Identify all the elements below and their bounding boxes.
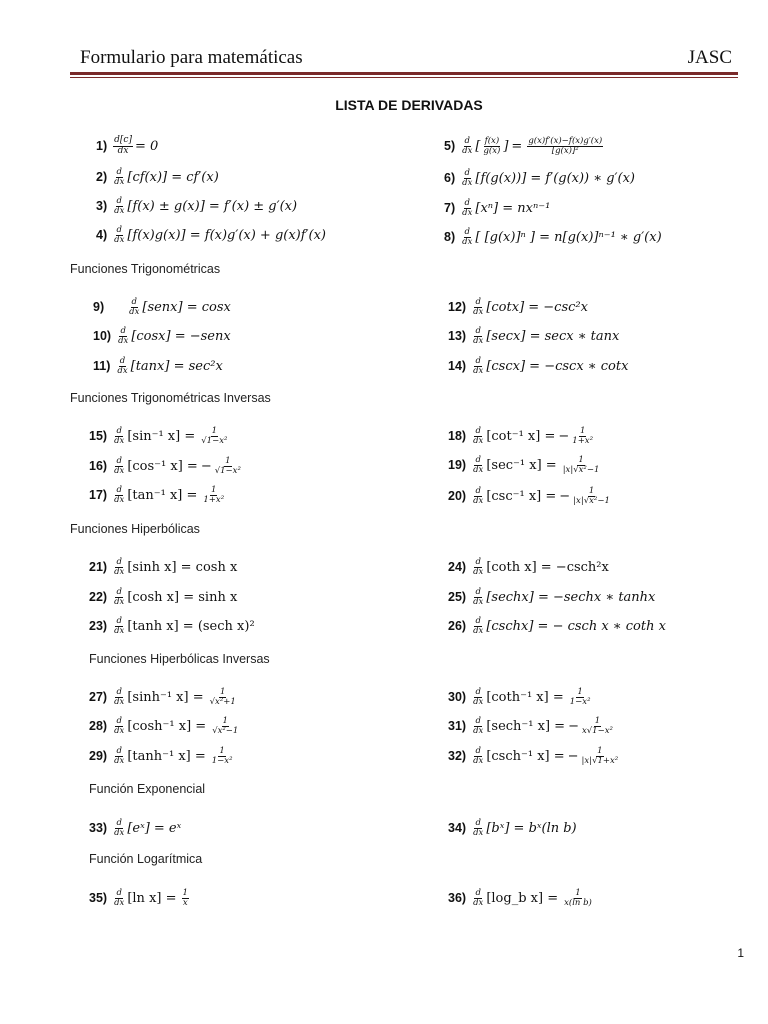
fraction: 1 √x²−1: [212, 715, 239, 736]
derivative-operator: d dx: [114, 615, 125, 636]
derivative-operator: d dx: [462, 167, 473, 188]
formula-number: 31): [448, 719, 467, 733]
formula-12: [448, 294, 588, 320]
formula-18: 18) d dx [cot⁻¹ x] = − $\frac{1}{\text{1+x²}}$: [448, 425, 594, 446]
formula-number: 32): [448, 749, 467, 763]
formula-number: 34): [448, 821, 467, 835]
formula-number: 16): [89, 459, 108, 473]
formula-text: [bˣ] = bˣ(ln b): [486, 820, 577, 836]
formula-2: [96, 164, 219, 190]
derivative-operator: d dx: [114, 425, 125, 446]
formula-text: [cosh⁻¹ x] =: [127, 718, 207, 734]
formula-text: [cf(x)] = cf′(x): [127, 169, 219, 185]
derivative-operator: d dx: [114, 556, 125, 577]
formula-text: [csch⁻¹ x] =: [486, 748, 565, 764]
formula-text: [f(x)g(x)] = f(x)g′(x) + g(x)f′(x): [127, 227, 326, 243]
formula-19: [448, 452, 602, 478]
formula-8: [444, 224, 662, 250]
derivative-operator: d dx: [473, 715, 484, 736]
derivative-operator: d dx: [473, 485, 484, 506]
derivative-operator: d dx: [473, 745, 484, 766]
page-number: 1: [737, 946, 744, 960]
formula-13: [448, 323, 619, 349]
fraction: $\frac{g(x)f'(x)-f(x)g'(x)}{\text{[g(x)]²}}$: [528, 135, 603, 156]
formula-text: [f(x) ± g(x)] = f′(x) ± g′(x): [127, 198, 298, 214]
formula-21: [89, 554, 237, 580]
derivative-operator: d dx: [114, 455, 125, 476]
header-rule-thick: [70, 72, 738, 75]
formula-number: 24): [448, 560, 467, 574]
formula-number: 27): [89, 690, 108, 704]
formula-text: [cschx] = − csch x ∗ coth x: [486, 618, 666, 634]
formula-number: 13): [448, 329, 467, 343]
formula-10: [93, 323, 231, 349]
formula-17: [89, 482, 227, 508]
formula-text: [log_b x] =: [486, 890, 559, 906]
formula-4: [96, 222, 326, 248]
derivative-operator: d dx: [473, 425, 484, 446]
formula-number: 19): [448, 458, 467, 472]
formula-9: [93, 294, 231, 320]
formula-number: 8): [444, 230, 456, 244]
formula-number: 14): [448, 359, 467, 373]
fraction: $\frac{1}{\text{|x|√1+x²}}$: [581, 745, 619, 766]
formula-23: [89, 613, 255, 639]
section-heading-hyperbolic: Funciones Hiperbólicas: [70, 522, 200, 536]
formula-text: [sinh⁻¹ x] =: [127, 689, 204, 705]
formula-number: 36): [448, 891, 467, 905]
formula-text: [sec⁻¹ x] =: [486, 457, 557, 473]
formula-15: [89, 423, 230, 449]
derivative-operator: d dx: [117, 355, 128, 376]
formula-text: [sin⁻¹ x] =: [127, 428, 196, 444]
derivative-operator: d dx: [114, 745, 125, 766]
derivative-operator: d dx: [114, 715, 125, 736]
derivative-operator: d dx: [114, 484, 125, 505]
formula-26: [448, 613, 666, 639]
formula-number: 35): [89, 891, 108, 905]
formula-text: [tan⁻¹ x] =: [127, 487, 198, 503]
header-author: JASC: [687, 47, 732, 68]
formula-text: = 0: [134, 138, 159, 154]
formula-number: 9): [93, 300, 105, 314]
formula-number: 1): [96, 139, 108, 153]
formula-number: 20): [448, 489, 467, 503]
formula-number: 23): [89, 619, 108, 633]
formula-30: [448, 684, 593, 710]
formula-number: 29): [89, 749, 108, 763]
section-heading-logarithmic: Función Logarítmica: [89, 852, 203, 866]
formula-text: [sech⁻¹ x] =: [486, 718, 566, 734]
header-rule-thin: [70, 77, 738, 78]
formula-number: 6): [444, 171, 456, 185]
formula-text: [cosh x] = sinh x: [127, 589, 238, 605]
formula-28: [89, 713, 241, 739]
derivative-operator: d dx: [473, 355, 484, 376]
formula-number: 17): [89, 488, 108, 502]
formula-5: 5) d dx [ f(x) g(x) ] = $\frac{g(x)f'(x)-f(x)g'(x)}{\text{[g(x)]²}}$: [444, 135, 603, 156]
derivative-operator: d dx: [114, 686, 125, 707]
formula-text: [senx] = cosx: [142, 299, 231, 315]
derivative-operator: d dx: [114, 195, 125, 216]
derivative-operator: d dx: [129, 296, 140, 317]
formula-text: [secx] = secx ∗ tanx: [486, 328, 620, 344]
formula-number: 7): [444, 201, 456, 215]
formula-number: 33): [89, 821, 108, 835]
fraction: $\frac{1}{\text{√1−x²}}$: [214, 455, 241, 476]
formula-text: [cot⁻¹ x] =: [486, 428, 556, 444]
fraction: $\frac{1}{\text{x√1−x²}}$: [581, 715, 613, 736]
formula-number: 5): [444, 139, 456, 153]
formula-text: [coth x] = −csch²x: [486, 559, 609, 575]
formula-number: 22): [89, 590, 108, 604]
derivative-operator: d dx: [462, 135, 473, 156]
formula-27: [89, 684, 239, 710]
formula-29: [89, 743, 236, 769]
formula-number: 25): [448, 590, 467, 604]
derivative-operator: d dx: [114, 166, 125, 187]
derivative-operator: d dx: [114, 224, 125, 245]
formula-16: 16) d dx [cos⁻¹ x] = − $\frac{1}{\text{√1−x²}}$: [89, 455, 241, 476]
formula-11: [93, 353, 223, 379]
formula-text: [sinh x] = cosh x: [127, 559, 238, 575]
derivative-operator: d dx: [473, 556, 484, 577]
formula-text: [eˣ] = eˣ: [127, 820, 182, 836]
formula-number: 11): [93, 359, 111, 373]
formula-text: [cosx] = −senx: [131, 328, 231, 344]
fraction: 1 x(ln b): [564, 887, 592, 908]
fraction: $\frac{1}{\text{|x|√x²−1}}$: [573, 485, 610, 506]
section-heading-trig-inverse: Funciones Trigonométricas Inversas: [70, 391, 271, 405]
section-heading-hyperbolic-inverse: Funciones Hiperbólicas Inversas: [89, 652, 270, 666]
formula-number: 15): [89, 429, 108, 443]
derivative-operator: d dx: [473, 686, 484, 707]
formula-number: 3): [96, 199, 108, 213]
formula-text: [ln x] =: [127, 890, 177, 906]
formula-36: [448, 885, 595, 911]
formula-text: [coth⁻¹ x] =: [486, 689, 564, 705]
formula-text: [xⁿ] = nxⁿ⁻¹: [475, 200, 551, 216]
formula-25: [448, 584, 655, 610]
formula-number: 4): [96, 228, 108, 242]
formula-number: 18): [448, 429, 467, 443]
derivative-operator: d dx: [462, 197, 473, 218]
fraction: 1 √1−x²: [201, 425, 228, 446]
derivative-operator: d dx: [473, 817, 484, 838]
formula-34: [448, 815, 577, 841]
formula-text: [ [g(x)]ⁿ ] = n[g(x)]ⁿ⁻¹ ∗ g′(x): [475, 229, 662, 245]
formula-1: [96, 133, 158, 159]
derivative-operator: d dx: [473, 454, 484, 475]
formula-text: [cscx] = −cscx ∗ cotx: [486, 358, 629, 374]
formula-6: [444, 165, 635, 191]
formula-number: 28): [89, 719, 108, 733]
fraction: $\frac{1}{\text{1+x²}}$: [572, 425, 594, 446]
formula-32: 32) d dx [csch⁻¹ x] = − $\frac{1}{\text{|x|√1+x²}}$: [448, 745, 619, 766]
formula-3: [96, 193, 297, 219]
formula-22: [89, 584, 237, 610]
fraction: 1 1+x²: [203, 484, 225, 505]
formula-text: [tanh x] = (sech x)²: [127, 618, 255, 634]
formula-31: 31) d dx [sech⁻¹ x] = − $\frac{1}{\text{x√1−x²}}$: [448, 715, 613, 736]
formula-text: [cotx] = −csc²x: [486, 299, 588, 315]
formula-number: 10): [93, 329, 112, 343]
formula-text: =: [511, 138, 523, 154]
derivative-operator: d dx: [114, 887, 125, 908]
header-title: Formulario para matemáticas: [80, 47, 303, 68]
formula-14: [448, 353, 628, 379]
derivative-operator: d dx: [473, 887, 484, 908]
derivative-operator: d dx: [473, 325, 484, 346]
formula-number: 2): [96, 170, 108, 184]
derivative-operator: d dx: [114, 817, 125, 838]
derivative-operator: d dx: [473, 586, 484, 607]
derivative-operator: d dx: [462, 226, 473, 247]
fraction: 1 1−x²: [569, 686, 591, 707]
derivative-operator: d dx: [118, 325, 129, 346]
section-heading-trig: Funciones Trigonométricas: [70, 262, 221, 276]
formula-text: [csc⁻¹ x] =: [486, 488, 557, 504]
derivative-operator: d dx: [473, 296, 484, 317]
formula-number: 26): [448, 619, 467, 633]
fraction: 1 x: [182, 887, 188, 908]
fraction: $\frac{d[c]}{dx}$: [114, 135, 132, 156]
fraction: 1 1−x²: [211, 745, 233, 766]
formula-text: [f(g(x))] = f′(g(x)) ∗ g′(x): [475, 170, 635, 186]
formula-7: [444, 195, 550, 221]
section-heading-exponential: Función Exponencial: [89, 782, 206, 796]
derivative-operator: d dx: [114, 586, 125, 607]
fraction: 1 √x²+1: [209, 686, 236, 707]
derivative-operator: d dx: [473, 615, 484, 636]
formula-20: 20) d dx [csc⁻¹ x] = − $\frac{1}{\text{|x|√x²−1}}$: [448, 485, 610, 506]
formula-24: [448, 554, 609, 580]
fraction: f(x) g(x): [483, 135, 501, 156]
fraction: 1 |x|√x²−1: [562, 454, 600, 475]
formula-text: [tanh⁻¹ x] =: [127, 748, 206, 764]
document-title: LISTA DE DERIVADAS: [335, 97, 483, 113]
formula-35: [89, 885, 191, 911]
formula-text: [cos⁻¹ x] =: [127, 458, 198, 474]
formula-33: [89, 815, 181, 841]
formula-text: [tanx] = sec²x: [130, 358, 223, 374]
formula-number: 12): [448, 300, 467, 314]
formula-text: [sechx] = −sechx ∗ tanhx: [486, 589, 656, 605]
formula-number: 21): [89, 560, 108, 574]
formula-number: 30): [448, 690, 467, 704]
